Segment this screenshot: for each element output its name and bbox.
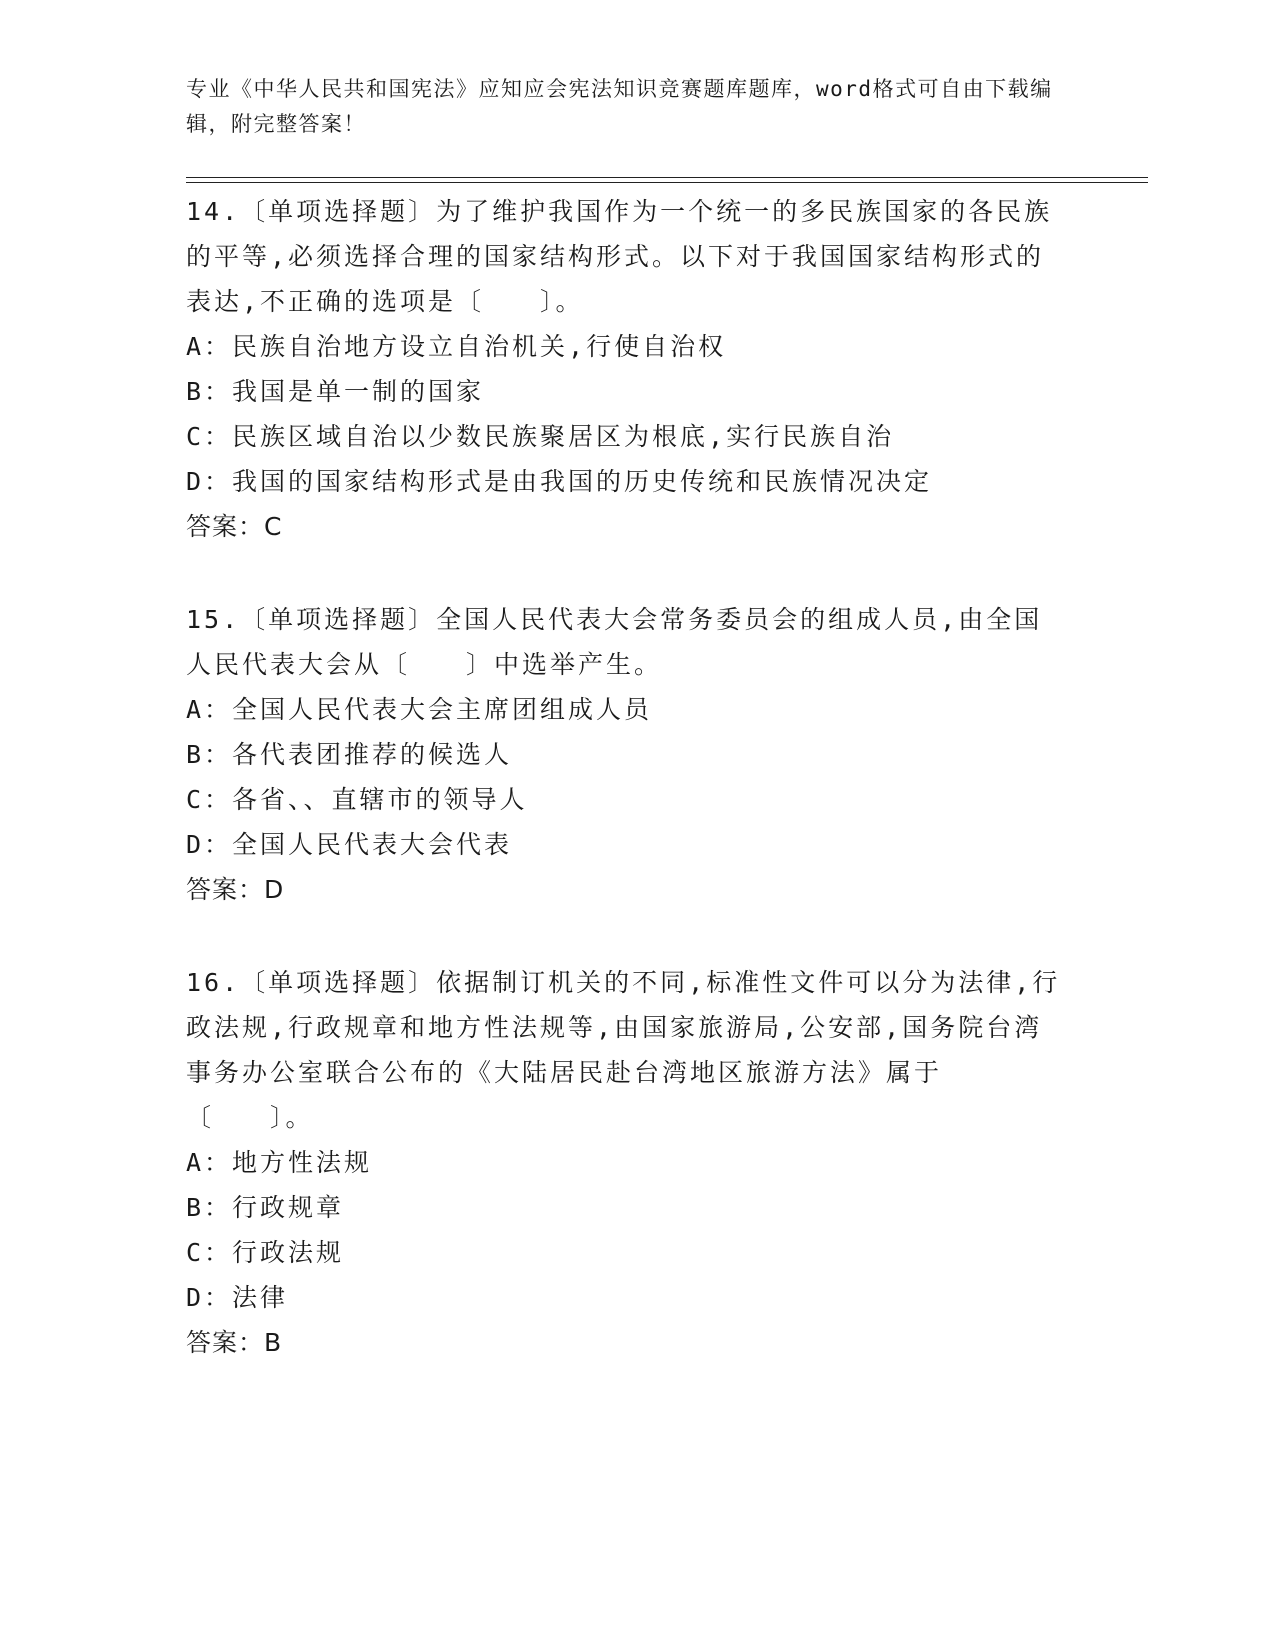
answer-label: 答案：D <box>186 875 285 904</box>
option-b: B：各代表团推荐的候选人 <box>186 740 513 769</box>
answer-label: 答案：C <box>186 512 283 541</box>
option-d: D：全国人民代表大会代表 <box>186 830 513 859</box>
option-b: B：行政规章 <box>186 1193 345 1222</box>
option-c: C：民族区域自治以少数民族聚居区为根底,实行民族自治 <box>186 422 895 451</box>
option-b: B：我国是单一制的国家 <box>186 377 485 406</box>
question-stem: 15.〔单项选择题〕全国人民代表大会常务委员会的组成人员,由全国人民代表大会从〔 〕中选举产生。 <box>186 605 1043 679</box>
option-a: A：地方性法规 <box>186 1148 373 1177</box>
option-d: D：我国的国家结构形式是由我国的历史传统和民族情况决定 <box>186 467 933 496</box>
option-d: D：法律 <box>186 1283 289 1312</box>
question-14 <box>186 189 1066 549</box>
question-stem: 14.〔单项选择题〕为了维护我国作为一个统一的多民族国家的各民族的平等,必须选择合理的国家结构形式。以下对于我国国家结构形式的表达,不正确的选项是〔 〕。 <box>186 197 1053 316</box>
option-c: C：行政法规 <box>186 1238 345 1267</box>
option-a: A：全国人民代表大会主席团组成人员 <box>186 695 653 724</box>
option-a: A：民族自治地方设立自治机关,行使自治权 <box>186 332 727 361</box>
header-divider-top <box>186 177 1148 178</box>
option-c: C：各省、、直辖市的领导人 <box>186 785 528 814</box>
document-header: 专业《中华人民共和国宪法》应知应会宪法知识竞赛题库题库，word格式可自由下载编辑，附完整答案！ <box>186 77 1053 136</box>
question-15 <box>186 597 1066 912</box>
header-divider-bottom <box>186 182 1148 183</box>
question-16 <box>186 960 1066 1365</box>
answer-label: 答案：B <box>186 1328 283 1357</box>
question-stem: 16.〔单项选择题〕依据制订机关的不同,标准性文件可以分为法律,行政法规,行政规章和地方性法规等,由国家旅游局,公安部,国务院台湾事务办公室联合公布的《大陆居民赴台湾地区旅游方法》属于〔 〕。 <box>186 968 1061 1132</box>
